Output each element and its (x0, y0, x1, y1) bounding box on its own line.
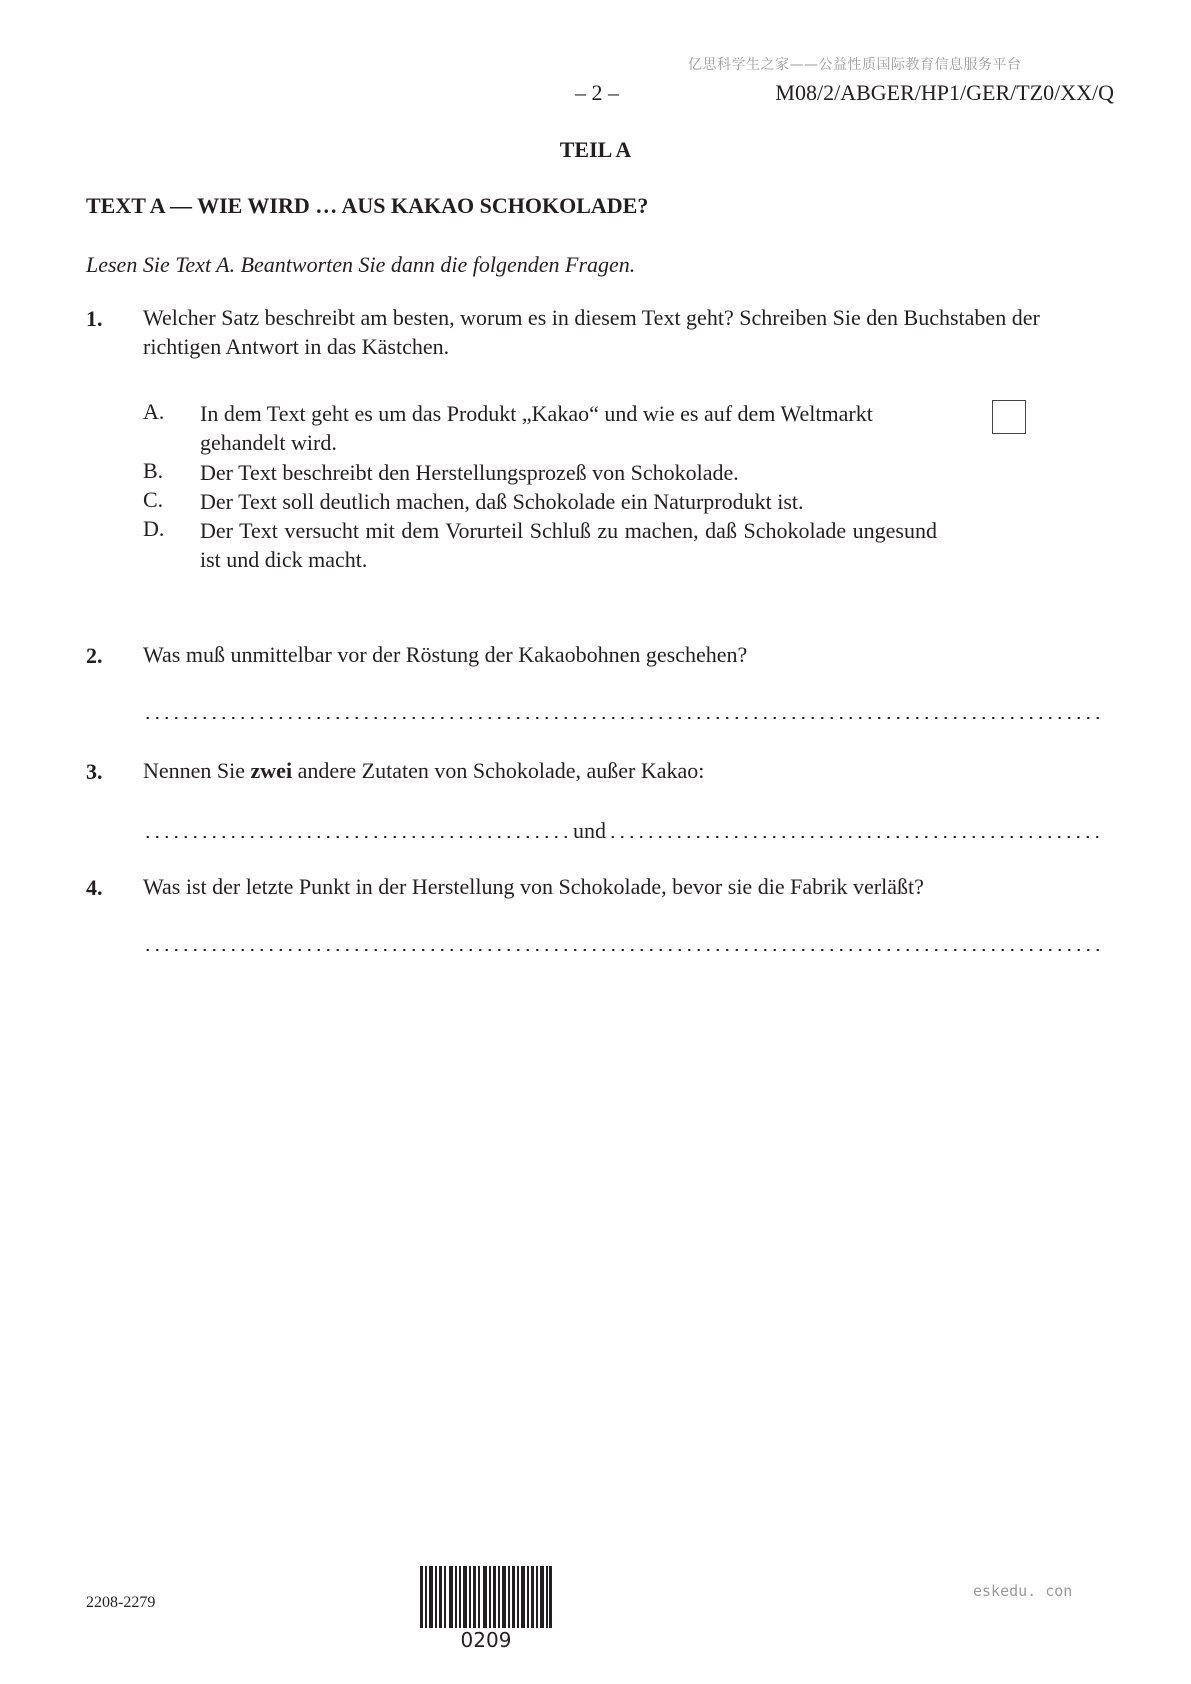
dotted-line (143, 949, 1105, 951)
barcode-number: 0209 (460, 1628, 512, 1652)
option-c-letter: C. (143, 487, 164, 512)
paper-code: M08/2/ABGER/HP1/GER/TZ0/XX/Q (775, 80, 1114, 105)
option-c-text: Der Text soll deutlich machen, daß Schokolade ein Naturprodukt ist. (200, 489, 804, 514)
option-a-letter: A. (143, 399, 165, 424)
question-4-number: 4. (86, 875, 103, 900)
answer-line-3[interactable] (143, 819, 1105, 843)
question-1-number: 1. (86, 306, 103, 331)
option-d-text: Der Text versucht mit dem Vorurteil Schluß zu machen, daß Schokolade ungesund ist und dick macht. (200, 518, 937, 572)
question-3-text-before: Nennen Sie (143, 758, 251, 783)
instruction: Lesen Sie Text A. Beantworten Sie dann die folgenden Fragen. (86, 252, 636, 277)
question-2-number: 2. (86, 643, 103, 668)
question-1-text: Welcher Satz beschreibt am besten, worum es in diesem Text geht? Schreiben Sie den Buchstaben der richtigen Antwort in das Kästchen. (143, 305, 1040, 359)
question-3-text-after: andere Zutaten von Schokolade, außer Kakao: (292, 758, 705, 783)
option-d-letter: D. (143, 516, 165, 541)
answer-line-4[interactable] (143, 935, 1105, 951)
answer-separator: und (573, 819, 606, 843)
watermark-header: 亿思科学生之家——公益性质国际教育信息服务平台 (688, 57, 1022, 73)
barcode (420, 1566, 552, 1628)
watermark-footer: eskedu. con (973, 1582, 1073, 1600)
page-number: – 2 – (575, 80, 619, 105)
option-a-text: In dem Text geht es um das Produkt „Kakao“ und wie es auf dem Weltmarkt gehandelt wird. (200, 401, 873, 455)
option-b-text: Der Text beschreibt den Herstellungsprozeß von Schokolade. (200, 460, 739, 485)
text-title: TEXT A — WIE WIRD … AUS KAKAO SCHOKOLADE? (86, 193, 649, 218)
footer-code: 2208-2279 (86, 1594, 156, 1611)
option-b-letter: B. (143, 458, 164, 483)
dotted-line-right (608, 836, 1105, 838)
dotted-line-left (143, 836, 571, 838)
answer-box[interactable] (992, 400, 1026, 434)
question-2-text: Was muß unmittelbar vor der Röstung der Kakaobohnen geschehen? (143, 642, 748, 667)
question-3-emphasis: zwei (250, 758, 293, 783)
question-4-text: Was ist der letzte Punkt in der Herstellung von Schokolade, bevor sie die Fabrik verläßt? (143, 874, 924, 899)
question-3-number: 3. (86, 759, 103, 784)
answer-line-2[interactable] (143, 703, 1105, 719)
section-title: TEIL A (559, 137, 632, 162)
question-3-text (143, 756, 704, 785)
dotted-line (143, 717, 1105, 719)
